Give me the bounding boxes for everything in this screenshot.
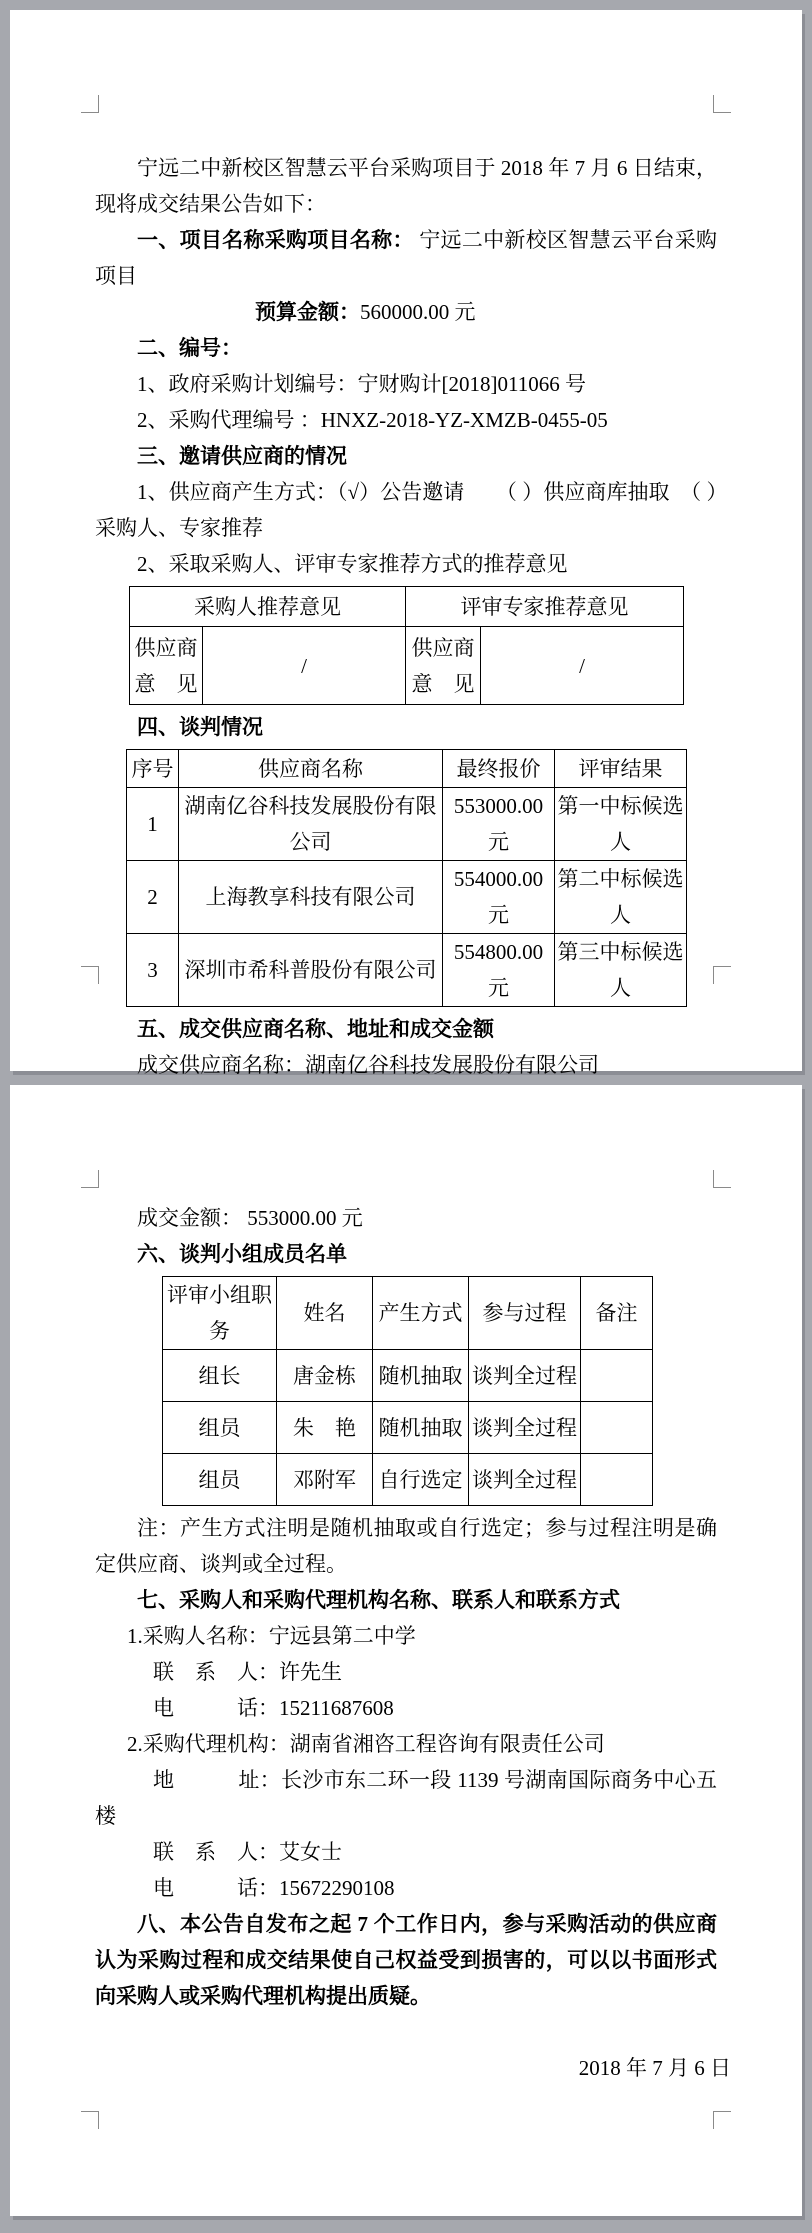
table-cell: 554800.00 元 (443, 934, 555, 1007)
supplier-opinion-label: 供应商 (411, 635, 475, 660)
buyer-name-line: 1.采购人名称：宁远县第二中学 (127, 1624, 416, 1648)
agency-name-line: 2.采购代理机构：湖南省湘咨工程咨询有限责任公司 (127, 1732, 605, 1756)
table-cell (406, 627, 481, 705)
budget-value: 560000.00 元 (360, 300, 476, 324)
margin-crop-mark (713, 966, 731, 984)
page-2-content (10, 1085, 802, 2086)
margin-crop-mark (81, 966, 99, 984)
table-cell: 唐金栋 (277, 1350, 373, 1402)
table-cell: 随机抽取 (373, 1402, 469, 1454)
table-header-cell: 姓名 (277, 1277, 373, 1350)
table-header-cell: 评审结果 (555, 750, 687, 788)
section-6-heading: 六、谈判小组成员名单 (137, 1242, 347, 1266)
table-header-cell: 采购人推荐意见 (130, 587, 406, 627)
table-header-row (127, 750, 687, 788)
table-cell: / (481, 627, 684, 705)
table-row (127, 788, 687, 861)
margin-crop-mark (713, 1170, 731, 1188)
table-cell: 组员 (163, 1454, 277, 1506)
table-row (163, 1402, 653, 1454)
table-cell: 554000.00 元 (443, 861, 555, 934)
table-cell: 553000.00 元 (443, 788, 555, 861)
table-cell: 1 (127, 788, 179, 861)
margin-crop-mark (81, 95, 99, 113)
page-1-content (10, 10, 802, 1119)
table-cell (581, 1350, 653, 1402)
table-header-row (163, 1277, 653, 1350)
negotiation-table (126, 749, 687, 1007)
table-header-cell: 评审小组职务 (163, 1277, 277, 1350)
supplier-source-line: 1、供应商产生方式：（√）公告邀请 （ ）供应商库抽取 （ ）采购人、专家推荐 (95, 480, 717, 540)
recommend-line: 2、采取采购人、评审专家推荐方式的推荐意见 (137, 552, 568, 576)
budget-line (255, 294, 717, 330)
table-cell: 谈判全过程 (469, 1454, 581, 1506)
table-row (163, 1454, 653, 1506)
table-cell: 第二中标候选人 (555, 861, 687, 934)
table-cell (581, 1402, 653, 1454)
page-2 (10, 1085, 802, 2216)
section-1-heading: 一、项目名称采购项目名称： (137, 228, 414, 252)
table-row (130, 627, 684, 705)
section-2-heading: 二、编号： (137, 336, 242, 360)
table-cell: 2 (127, 861, 179, 934)
table-cell: 谈判全过程 (469, 1402, 581, 1454)
table-cell: 自行选定 (373, 1454, 469, 1506)
supplier-opinion-label: 意 见 (134, 671, 198, 696)
table-row (163, 1350, 653, 1402)
intro-paragraph: 宁远二中新校区智慧云平台采购项目于 2018 年 7 月 6 日结束，现将成交结果公告如下： (95, 156, 717, 216)
table-cell: 第三中标候选人 (555, 934, 687, 1007)
table-header-row (130, 587, 684, 627)
section-1-line (95, 222, 717, 294)
table-cell: 湖南亿谷科技发展股份有限公司 (179, 788, 443, 861)
margin-crop-mark (713, 2111, 731, 2129)
buyer-phone-line: 电 话：15211687608 (153, 1696, 394, 1720)
buyer-contact-line: 联 系 人：许先生 (153, 1660, 342, 1684)
table-cell: 组员 (163, 1402, 277, 1454)
table-header-cell: 评审专家推荐意见 (406, 587, 684, 627)
panel-member-table (162, 1276, 653, 1506)
table-row (127, 861, 687, 934)
date-line: 2018 年 7 月 6 日 (578, 2056, 731, 2080)
table-cell: 邓附军 (277, 1454, 373, 1506)
section-4-heading: 四、谈判情况 (137, 715, 263, 739)
table-header-cell: 序号 (127, 750, 179, 788)
supplier-opinion-label: 意 见 (411, 671, 475, 696)
table-cell: 谈判全过程 (469, 1350, 581, 1402)
section-5-heading: 五、成交供应商名称、地址和成交金额 (137, 1017, 494, 1041)
margin-crop-mark (81, 1170, 99, 1188)
table-row (127, 934, 687, 1007)
table-header-cell: 备注 (581, 1277, 653, 1350)
recommendation-table (129, 586, 684, 705)
margin-crop-mark (81, 2111, 99, 2129)
agency-address-line: 地 址：长沙市东二环一段 1139 号湖南国际商务中心五楼 (95, 1768, 717, 1828)
project-name: 宁远二中新校区智慧云平台采购项目 (95, 228, 718, 288)
agency-phone-line: 电 话：15672290108 (153, 1876, 395, 1900)
table-cell: 随机抽取 (373, 1350, 469, 1402)
supplier-opinion-label: 供应商 (134, 635, 198, 660)
table-cell: 朱 艳 (277, 1402, 373, 1454)
table-cell: 组长 (163, 1350, 277, 1402)
winner-line: 成交供应商名称：湖南亿谷科技发展股份有限公司 (137, 1053, 599, 1077)
table-header-cell: 供应商名称 (179, 750, 443, 788)
table-header-cell: 产生方式 (373, 1277, 469, 1350)
table-cell: 上海教享科技有限公司 (179, 861, 443, 934)
agency-contact-line: 联 系 人：艾女士 (153, 1840, 342, 1864)
table-cell: 3 (127, 934, 179, 1007)
section-3-heading: 三、邀请供应商的情况 (137, 444, 347, 468)
table-cell: / (203, 627, 406, 705)
agency-number-line: 2、采购代理编号 ：HNXZ-2018-YZ-XMZB-0455-05 (137, 408, 608, 432)
table-cell: 第一中标候选人 (555, 788, 687, 861)
table-cell (581, 1454, 653, 1506)
plan-number-line: 1、政府采购计划编号：宁财购计[2018]011066 号 (137, 372, 586, 396)
table-cell: 深圳市希科普股份有限公司 (179, 934, 443, 1007)
table-header-cell: 最终报价 (443, 750, 555, 788)
table-cell (130, 627, 203, 705)
budget-label: 预算金额： (255, 300, 360, 324)
amount-line: 成交金额： 553000.00 元 (137, 1206, 363, 1230)
section-8-paragraph: 八、本公告自发布之起 7 个工作日内，参与采购活动的供应商认为采购过程和成交结果使自己权益受到损害的，可以以书面形式向采购人或采购代理机构提出质疑。 (95, 1912, 717, 2008)
page-1 (10, 10, 802, 1077)
section-7-heading: 七、采购人和采购代理机构名称、联系人和联系方式 (137, 1588, 620, 1612)
note-line: 注：产生方式注明是随机抽取或自行选定；参与过程注明是确定供应商、谈判或全过程。 (95, 1516, 717, 1576)
margin-crop-mark (713, 95, 731, 113)
table-header-cell: 参与过程 (469, 1277, 581, 1350)
